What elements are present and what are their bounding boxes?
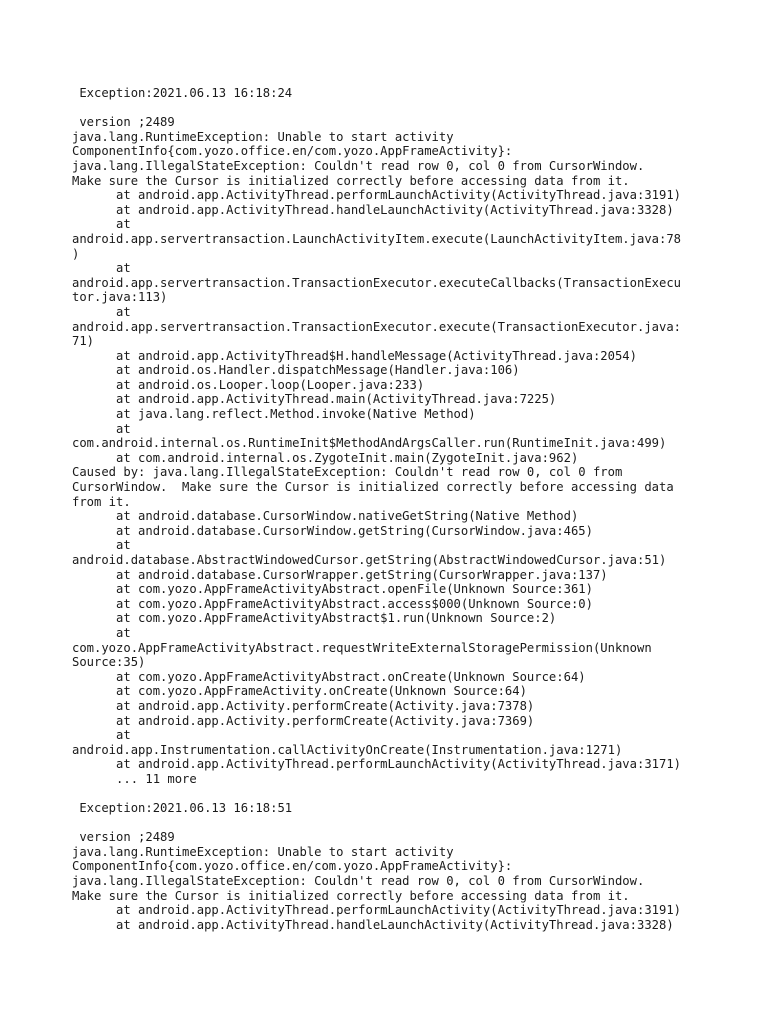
log-line: ComponentInfo{com.yozo.office.en/com.yozo.AppFrameActivity}: [72,144,513,159]
log-line: at android.app.ActivityThread.handleLaunchActivity(ActivityThread.java:3328) [72,202,674,217]
log-line: from it. [72,494,131,509]
log-line: at android.app.ActivityThread.performLaunchActivity(ActivityThread.java:3171) [72,757,682,772]
log-line: at android.os.Handler.dispatchMessage(Handler.java:106) [72,363,520,378]
log-line: at android.app.ActivityThread.performLaunchActivity(ActivityThread.java:3191) [72,188,682,203]
log-line: android.app.Instrumentation.callActivityOnCreate(Instrumentation.java:1271) [72,742,623,757]
log-line: Exception:2021.06.13 16:18:24 [72,86,293,100]
log-line: CursorWindow. Make sure the Cursor is initialized correctly before accessing data [72,480,674,495]
log-line [72,101,702,116]
log-line: at android.app.Activity.performCreate(Activity.java:7369) [72,713,535,728]
log-line [72,816,702,831]
log-line: at com.yozo.AppFrameActivityAbstract.onCreate(Unknown Source:64) [72,669,586,684]
log-line: version ;2489 [72,115,175,130]
log-line: at [72,538,131,553]
log-line: at [72,304,131,319]
log-line: at com.yozo.AppFrameActivityAbstract.access$000(Unknown Source:0) [72,596,593,611]
log-line: tor.java:113) [72,290,168,305]
log-line: android.app.servertransaction.LaunchActivityItem.execute(LaunchActivityItem.java:78 [72,231,682,246]
log-line: at com.android.internal.os.ZygoteInit.main(ZygoteInit.java:962) [72,450,579,465]
log-line: at [72,217,131,232]
log-line: at [72,421,131,436]
log-line: Exception:2021.06.13 16:18:51 [72,801,293,816]
log-line: com.android.internal.os.RuntimeInit$MethodAndArgsCaller.run(RuntimeInit.java:499) [72,436,667,451]
log-line: android.database.AbstractWindowedCursor.getString(AbstractWindowedCursor.java:51) [72,553,667,567]
log-line: 71) [72,334,95,349]
log-line: at [72,625,131,640]
log-line: at android.app.Activity.performCreate(Activity.java:7378) [72,698,535,713]
log-line: Make sure the Cursor is initialized correctly before accessing data from it. [72,888,630,903]
log-line: at android.database.CursorWindow.getString(CursorWindow.java:465) [72,523,593,538]
log-line [72,787,702,802]
log-line: version ;2489 [72,830,175,845]
log-line: Make sure the Cursor is initialized correctly before accessing data from it. [72,173,630,188]
log-line: ) [72,246,80,261]
log-document [72,86,702,932]
log-line: at java.lang.reflect.Method.invoke(Native Method) [72,407,476,422]
log-line: ... 11 more [72,771,197,786]
log-line: at [72,728,131,743]
log-line: at android.os.Looper.loop(Looper.java:233) [72,377,425,392]
log-line: ComponentInfo{com.yozo.office.en/com.yozo.AppFrameActivity}: [72,859,513,874]
log-line: android.app.servertransaction.TransactionExecutor.executeCallbacks(TransactionExecu [72,275,682,290]
log-line: com.yozo.AppFrameActivityAbstract.requestWriteExternalStoragePermission(Unknown [72,640,652,655]
log-line: Caused by: java.lang.IllegalStateException: Couldn't read row 0, col 0 from [72,465,623,480]
log-line: at com.yozo.AppFrameActivityAbstract$1.run(Unknown Source:2) [72,611,557,626]
log-line: java.lang.IllegalStateException: Couldn't read row 0, col 0 from CursorWindow. [72,158,645,173]
log-line: at android.app.ActivityThread.main(ActivityThread.java:7225) [72,392,557,407]
log-line: at com.yozo.AppFrameActivityAbstract.openFile(Unknown Source:361) [72,582,593,597]
log-line: java.lang.IllegalStateException: Couldn't read row 0, col 0 from CursorWindow. [72,874,645,889]
log-line: at com.yozo.AppFrameActivity.onCreate(Unknown Source:64) [72,684,527,699]
log-line: at android.app.ActivityThread.handleLaunchActivity(ActivityThread.java:3328) [72,917,674,932]
log-line: android.app.servertransaction.TransactionExecutor.execute(TransactionExecutor.java: [72,319,682,334]
log-line: Source:35) [72,655,146,670]
log-line: at android.app.ActivityThread$H.handleMessage(ActivityThread.java:2054) [72,348,637,363]
log-line: at android.app.ActivityThread.performLaunchActivity(ActivityThread.java:3191) [72,903,682,918]
log-line: java.lang.RuntimeException: Unable to start activity [72,844,454,859]
log-line: java.lang.RuntimeException: Unable to start activity [72,129,454,144]
log-line: at [72,261,131,276]
log-line: at android.database.CursorWrapper.getString(CursorWrapper.java:137) [72,567,608,582]
log-line: at android.database.CursorWindow.nativeGetString(Native Method) [72,509,579,524]
